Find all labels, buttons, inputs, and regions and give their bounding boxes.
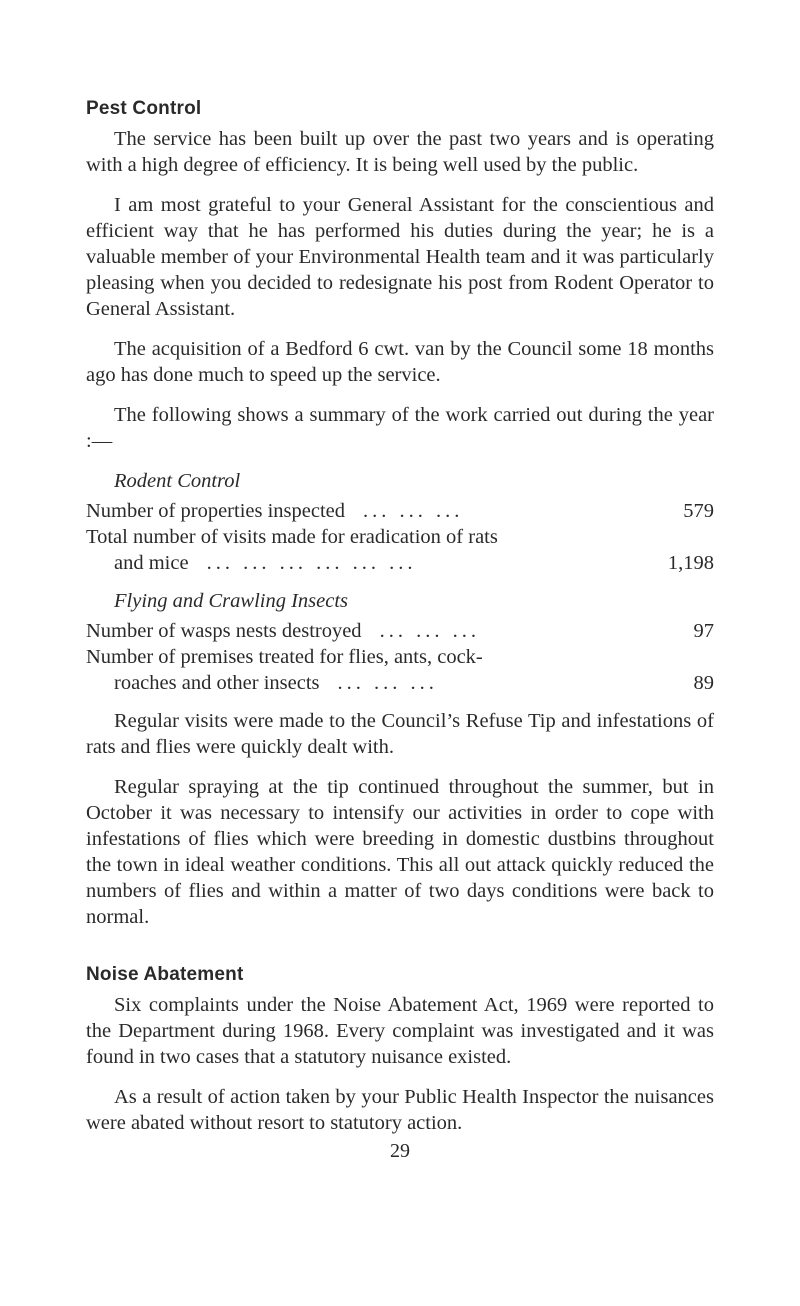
paragraph: Six complaints under the Noise Abatement Act, 1969 were reported to the Department during 1968. Every complaint was investigated and it was found in two cases that a statutory nuisance existed. <box>86 994 714 1068</box>
stat-value: 97 <box>693 620 714 642</box>
stat-label: roaches and other insects <box>114 672 320 694</box>
paragraph: I am most grateful to your General Assistant for the conscientious and efficient way that he has performed his duties during the year; he is a valuable member of your Environmental Health team and it was particularly pleasing when you decided to redesignate his post from Rodent Operator to General Assistant. <box>86 194 714 320</box>
leader-dots: ... ... ... ... ... ... <box>206 552 417 574</box>
leader-dots: ... ... ... <box>363 500 464 522</box>
stat-value: 579 <box>683 500 714 522</box>
paragraph: The service has been built up over the past two years and is operating with a high degree of efficiency. It is being well used by the public. <box>86 128 714 176</box>
page-number: 29 <box>390 1140 410 1162</box>
stat-label: Total number of visits made for eradication of rats <box>86 526 498 548</box>
stat-label: Number of properties inspected <box>86 500 346 522</box>
insect-stats <box>86 618 714 696</box>
stat-value: 1,198 <box>667 552 714 574</box>
stat-row <box>86 498 714 524</box>
insects-subheading: Flying and Crawling Insects <box>114 590 349 612</box>
leader-dots: ... ... ... <box>379 620 480 642</box>
section-gap <box>86 944 714 964</box>
stat-value: 89 <box>693 672 714 694</box>
stat-row <box>86 550 714 576</box>
rodent-control-stats <box>86 498 714 576</box>
paragraph: Regular spraying at the tip continued throughout the summer, but in October it was necessary to intensify our activities in order to cope with infestations of flies which were breeding in domestic dustbins throughout the town in ideal weather conditions. This all out attack quickly reduced the numbers of flies and within a matter of two days conditions were back to normal. <box>86 776 714 928</box>
paragraph: The following shows a summary of the work carried out during the year :— <box>86 404 714 452</box>
leader-dots: ... ... ... <box>337 672 438 694</box>
paragraph: Regular visits were made to the Council’s Refuse Tip and infestations of rats and flies were quickly dealt with. <box>86 710 714 758</box>
document-page <box>86 98 714 1163</box>
stat-label: Number of premises treated for flies, ants, cock- <box>86 646 483 668</box>
stat-label: and mice <box>114 552 189 574</box>
paragraph: As a result of action taken by your Public Health Inspector the nuisances were abated without resort to statutory action. <box>86 1086 714 1134</box>
stat-row <box>86 670 714 696</box>
paragraph: The acquisition of a Bedford 6 cwt. van by the Council some 18 months ago has done much to speed up the service. <box>86 338 714 386</box>
noise-abatement-heading: Noise Abatement <box>86 964 244 985</box>
rodent-control-subheading: Rodent Control <box>114 470 241 492</box>
stat-label: Number of wasps nests destroyed <box>86 620 362 642</box>
stat-row <box>86 524 714 550</box>
stat-row <box>86 644 714 670</box>
pest-control-heading: Pest Control <box>86 98 202 119</box>
stat-row <box>86 618 714 644</box>
